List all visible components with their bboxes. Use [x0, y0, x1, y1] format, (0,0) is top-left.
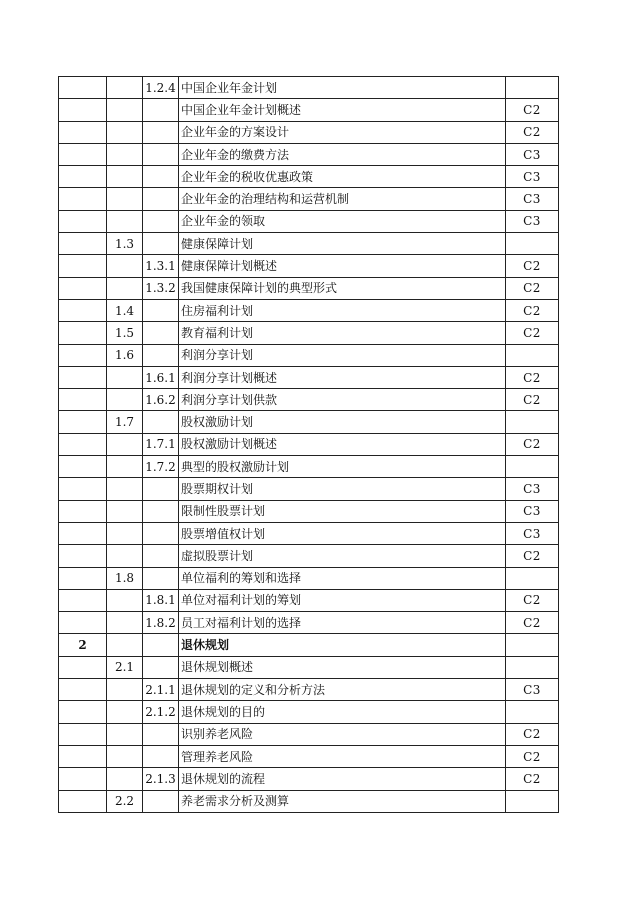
cognitive-level-cell: C2	[506, 99, 559, 121]
table-row	[59, 99, 559, 121]
cognitive-level-cell: C3	[506, 500, 559, 522]
level1-number-cell	[59, 679, 107, 701]
cognitive-level-cell: C3	[506, 679, 559, 701]
table-row	[59, 522, 559, 544]
level2-number-cell	[107, 634, 143, 656]
table-row	[59, 143, 559, 165]
level3-number-cell: 1.6.1	[143, 366, 179, 388]
topic-title-cell: 利润分享计划概述	[179, 366, 506, 388]
topic-title-cell: 管理养老风险	[179, 745, 506, 767]
cognitive-level-cell	[506, 567, 559, 589]
level2-number-cell	[107, 545, 143, 567]
topic-title-cell: 单位对福利计划的筹划	[179, 589, 506, 611]
cognitive-level-cell: C2	[506, 723, 559, 745]
cognitive-level-cell: C2	[506, 612, 559, 634]
level3-number-cell	[143, 299, 179, 321]
cognitive-level-cell: C2	[506, 589, 559, 611]
table-row	[59, 166, 559, 188]
level3-number-cell: 1.8.1	[143, 589, 179, 611]
topic-title-cell: 企业年金的税收优惠政策	[179, 166, 506, 188]
cognitive-level-cell	[506, 456, 559, 478]
level2-number-cell	[107, 768, 143, 790]
topic-title-cell: 退休规划的目的	[179, 701, 506, 723]
level2-number-cell	[107, 277, 143, 299]
level1-number-cell	[59, 166, 107, 188]
cognitive-level-cell: C2	[506, 299, 559, 321]
level2-number-cell	[107, 143, 143, 165]
level2-number-cell	[107, 522, 143, 544]
level3-number-cell: 1.3.1	[143, 255, 179, 277]
level1-number-cell	[59, 545, 107, 567]
level2-number-cell	[107, 701, 143, 723]
level1-number-cell	[59, 656, 107, 678]
syllabus-rows	[59, 77, 559, 813]
level3-number-cell	[143, 233, 179, 255]
topic-title-cell: 典型的股权激励计划	[179, 456, 506, 478]
level1-number-cell	[59, 389, 107, 411]
topic-title-cell: 退休规划概述	[179, 656, 506, 678]
level1-number-cell	[59, 745, 107, 767]
cognitive-level-cell	[506, 634, 559, 656]
level3-number-cell	[143, 522, 179, 544]
topic-title-cell: 股票增值权计划	[179, 522, 506, 544]
level3-number-cell: 1.7.2	[143, 456, 179, 478]
topic-title-cell: 健康保障计划概述	[179, 255, 506, 277]
level2-number-cell	[107, 433, 143, 455]
level2-number-cell: 1.7	[107, 411, 143, 433]
level2-number-cell	[107, 500, 143, 522]
level2-number-cell	[107, 745, 143, 767]
level2-number-cell: 2.1	[107, 656, 143, 678]
topic-title-cell: 养老需求分析及测算	[179, 790, 506, 812]
level2-number-cell	[107, 389, 143, 411]
level2-number-cell: 2.2	[107, 790, 143, 812]
table-row	[59, 210, 559, 232]
table-row	[59, 344, 559, 366]
level2-number-cell: 1.4	[107, 299, 143, 321]
table-row	[59, 255, 559, 277]
cognitive-level-cell	[506, 656, 559, 678]
level3-number-cell	[143, 745, 179, 767]
cognitive-level-cell: C2	[506, 277, 559, 299]
table-row	[59, 768, 559, 790]
topic-title-cell: 企业年金的缴费方法	[179, 143, 506, 165]
level1-number-cell	[59, 790, 107, 812]
topic-title-cell: 员工对福利计划的选择	[179, 612, 506, 634]
level2-number-cell: 1.6	[107, 344, 143, 366]
cognitive-level-cell: C3	[506, 188, 559, 210]
level3-number-cell	[143, 188, 179, 210]
level1-number-cell	[59, 210, 107, 232]
topic-title-cell: 股票期权计划	[179, 478, 506, 500]
level1-number-cell	[59, 121, 107, 143]
topic-title-cell: 企业年金的领取	[179, 210, 506, 232]
level1-number-cell	[59, 500, 107, 522]
level1-number-cell	[59, 478, 107, 500]
cognitive-level-cell	[506, 77, 559, 99]
level1-number-cell	[59, 344, 107, 366]
level3-number-cell	[143, 143, 179, 165]
table-row	[59, 567, 559, 589]
level2-number-cell	[107, 77, 143, 99]
table-row	[59, 589, 559, 611]
table-row	[59, 723, 559, 745]
level2-number-cell	[107, 366, 143, 388]
topic-title-cell: 虚拟股票计划	[179, 545, 506, 567]
level3-number-cell	[143, 344, 179, 366]
level1-number-cell	[59, 768, 107, 790]
level1-number-cell	[59, 612, 107, 634]
level3-number-cell	[143, 166, 179, 188]
level1-number-cell	[59, 433, 107, 455]
table-row	[59, 433, 559, 455]
level3-number-cell	[143, 656, 179, 678]
level1-number-cell	[59, 99, 107, 121]
level1-number-cell	[59, 77, 107, 99]
table-row	[59, 233, 559, 255]
table-row	[59, 745, 559, 767]
topic-title-cell: 企业年金的方案设计	[179, 121, 506, 143]
level3-number-cell	[143, 723, 179, 745]
cognitive-level-cell	[506, 411, 559, 433]
level1-number-cell	[59, 522, 107, 544]
level2-number-cell: 1.3	[107, 233, 143, 255]
level2-number-cell	[107, 589, 143, 611]
cognitive-level-cell: C2	[506, 255, 559, 277]
syllabus-table	[58, 76, 559, 813]
topic-title-cell: 利润分享计划供款	[179, 389, 506, 411]
topic-title-cell: 限制性股票计划	[179, 500, 506, 522]
table-row	[59, 121, 559, 143]
topic-title-cell: 股权激励计划概述	[179, 433, 506, 455]
level2-number-cell	[107, 679, 143, 701]
table-row	[59, 612, 559, 634]
level3-number-cell	[143, 634, 179, 656]
table-row	[59, 456, 559, 478]
table-row	[59, 188, 559, 210]
level3-number-cell: 2.1.1	[143, 679, 179, 701]
cognitive-level-cell	[506, 233, 559, 255]
level3-number-cell	[143, 545, 179, 567]
level3-number-cell: 1.3.2	[143, 277, 179, 299]
cognitive-level-cell: C3	[506, 143, 559, 165]
topic-title-cell: 利润分享计划	[179, 344, 506, 366]
level2-number-cell	[107, 612, 143, 634]
level2-number-cell	[107, 255, 143, 277]
level1-number-cell: 2	[59, 634, 107, 656]
table-row	[59, 277, 559, 299]
level2-number-cell	[107, 188, 143, 210]
level3-number-cell	[143, 478, 179, 500]
level3-number-cell: 1.6.2	[143, 389, 179, 411]
cognitive-level-cell	[506, 701, 559, 723]
topic-title-cell: 退休规划的定义和分析方法	[179, 679, 506, 701]
level2-number-cell	[107, 478, 143, 500]
level1-number-cell	[59, 188, 107, 210]
topic-title-cell: 住房福利计划	[179, 299, 506, 321]
cognitive-level-cell: C2	[506, 433, 559, 455]
topic-title-cell: 退休规划的流程	[179, 768, 506, 790]
cognitive-level-cell: C2	[506, 545, 559, 567]
level3-number-cell	[143, 411, 179, 433]
level3-number-cell	[143, 121, 179, 143]
level2-number-cell	[107, 166, 143, 188]
table-row	[59, 790, 559, 812]
cognitive-level-cell: C3	[506, 478, 559, 500]
level3-number-cell	[143, 567, 179, 589]
level2-number-cell	[107, 456, 143, 478]
table-row	[59, 679, 559, 701]
table-row	[59, 411, 559, 433]
topic-title-cell: 我国健康保障计划的典型形式	[179, 277, 506, 299]
level1-number-cell	[59, 411, 107, 433]
level1-number-cell	[59, 233, 107, 255]
cognitive-level-cell: C3	[506, 522, 559, 544]
level2-number-cell	[107, 210, 143, 232]
table-row	[59, 77, 559, 99]
topic-title-cell: 单位福利的筹划和选择	[179, 567, 506, 589]
table-row	[59, 634, 559, 656]
cognitive-level-cell: C3	[506, 210, 559, 232]
level3-number-cell: 2.1.2	[143, 701, 179, 723]
level1-number-cell	[59, 567, 107, 589]
level1-number-cell	[59, 255, 107, 277]
level3-number-cell: 2.1.3	[143, 768, 179, 790]
topic-title-cell: 健康保障计划	[179, 233, 506, 255]
level1-number-cell	[59, 589, 107, 611]
level2-number-cell	[107, 99, 143, 121]
table-row	[59, 545, 559, 567]
table-row	[59, 701, 559, 723]
level1-number-cell	[59, 366, 107, 388]
level2-number-cell: 1.8	[107, 567, 143, 589]
cognitive-level-cell: C3	[506, 166, 559, 188]
level2-number-cell	[107, 723, 143, 745]
topic-title-cell: 股权激励计划	[179, 411, 506, 433]
level3-number-cell: 1.8.2	[143, 612, 179, 634]
cognitive-level-cell	[506, 790, 559, 812]
cognitive-level-cell: C2	[506, 389, 559, 411]
cognitive-level-cell: C2	[506, 322, 559, 344]
level3-number-cell: 1.2.4	[143, 77, 179, 99]
level1-number-cell	[59, 277, 107, 299]
table-row	[59, 299, 559, 321]
topic-title-cell: 企业年金的治理结构和运营机制	[179, 188, 506, 210]
level1-number-cell	[59, 299, 107, 321]
table-row	[59, 656, 559, 678]
level3-number-cell	[143, 322, 179, 344]
level1-number-cell	[59, 143, 107, 165]
level2-number-cell: 1.5	[107, 322, 143, 344]
table-row	[59, 366, 559, 388]
level3-number-cell: 1.7.1	[143, 433, 179, 455]
level1-number-cell	[59, 456, 107, 478]
table-row	[59, 500, 559, 522]
topic-title-cell: 退休规划	[179, 634, 506, 656]
level3-number-cell	[143, 210, 179, 232]
level3-number-cell	[143, 500, 179, 522]
level2-number-cell	[107, 121, 143, 143]
topic-title-cell: 中国企业年金计划	[179, 77, 506, 99]
table-row	[59, 478, 559, 500]
level1-number-cell	[59, 701, 107, 723]
table-row	[59, 322, 559, 344]
cognitive-level-cell: C2	[506, 366, 559, 388]
cognitive-level-cell: C2	[506, 768, 559, 790]
table-row	[59, 389, 559, 411]
topic-title-cell: 识别养老风险	[179, 723, 506, 745]
cognitive-level-cell: C2	[506, 121, 559, 143]
cognitive-level-cell: C2	[506, 745, 559, 767]
topic-title-cell: 中国企业年金计划概述	[179, 99, 506, 121]
level3-number-cell	[143, 790, 179, 812]
level1-number-cell	[59, 322, 107, 344]
topic-title-cell: 教育福利计划	[179, 322, 506, 344]
level3-number-cell	[143, 99, 179, 121]
level1-number-cell	[59, 723, 107, 745]
cognitive-level-cell	[506, 344, 559, 366]
